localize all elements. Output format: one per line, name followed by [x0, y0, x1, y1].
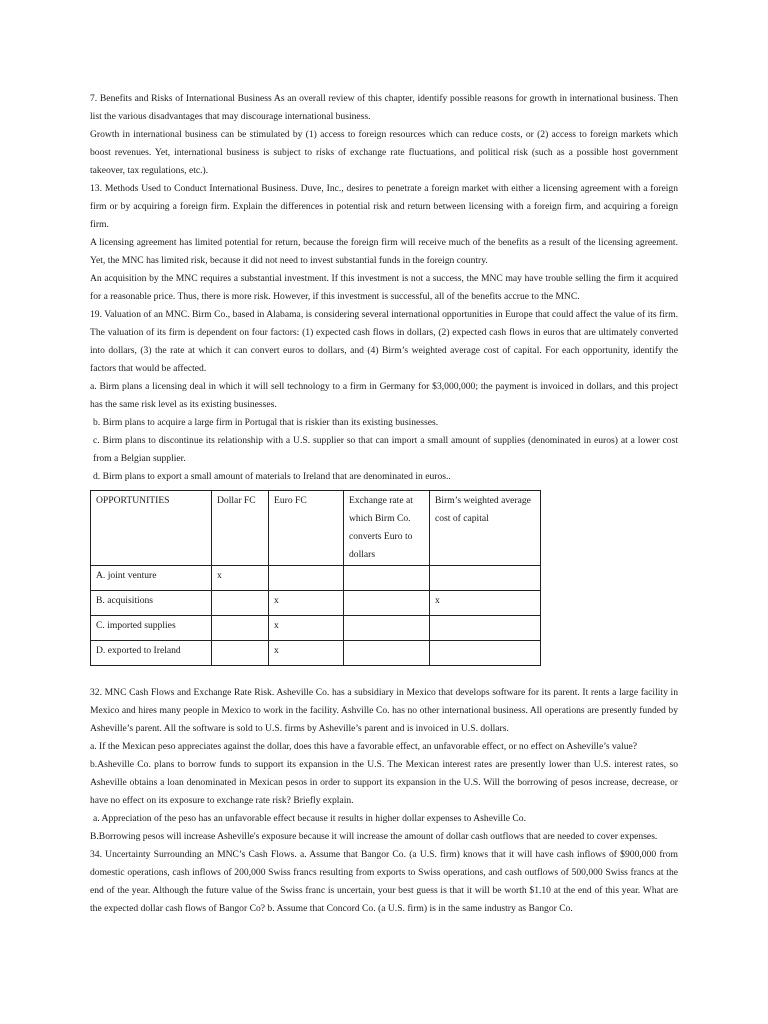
- table-cell: C. imported supplies: [91, 616, 212, 641]
- table-cell: B. acquisitions: [91, 591, 212, 616]
- table-header-row: [91, 491, 541, 566]
- q32-part-b: b.Asheville Co. plans to borrow funds to support its expansion in the U.S. The Mexican interest rates are presently lower than U.S. interest rates, so Asheville obtains a loan denominated in Mexican pesos in order to support its expansion in the U.S. Will the borrowing of pesos increase, decrease, or have no effect on its exposure to exchange rate risk? Briefly explain.: [90, 759, 678, 806]
- q32-answer-b: B.Borrowing pesos will increase Asheville's exposure because it will increase the amount of dollar cash outflows that are needed to cover expenses.: [90, 831, 658, 842]
- table-cell: x: [269, 591, 344, 616]
- col-header-wacc: Birm’s weighted average cost of capital: [430, 491, 541, 566]
- table-cell: x: [269, 616, 344, 641]
- table-cell: [269, 566, 344, 591]
- q32-part-a: a. If the Mexican peso appreciates against the dollar, does this have a favorable effect, an unfavorable effect, or no effect on Asheville’s value?: [90, 741, 638, 752]
- col-header-opportunities: OPPORTUNITIES: [91, 491, 212, 566]
- table-row: [91, 566, 541, 591]
- col-header-exchange-rate: Exchange rate at which Birm Co. converts Euro to dollars: [344, 491, 430, 566]
- q19-part-c: c. Birm plans to discontinue its relationship with a U.S. supplier so that can import a small amount of supplies (denominated in euros) at a lower cost from a Belgian supplier.: [93, 435, 678, 464]
- document-page: [90, 90, 678, 918]
- table-row: [91, 591, 541, 616]
- table-cell: [344, 641, 430, 666]
- table-cell: [344, 616, 430, 641]
- q19-question: 19. Valuation of an MNC. Birm Co., based in Alabama, is considering several international opportunities in Europe that could affect the value of its firm. The valuation of its firm is dependent on four factors: (1) expected cash flows in dollars, (2) expected cash flows in euros that are ultimately converted into dollars, (3) the rate at which it can convert euros to dollars, and (4) Birm’s weighted average cost of capital. For each opportunity, identify the factors that would be affected.: [90, 309, 678, 374]
- table-cell: [344, 591, 430, 616]
- q7-question: 7. Benefits and Risks of International Business As an overall review of this chapter, identify possible reasons for growth in international business. Then list the various disadvantages that may discourage international business.: [90, 93, 678, 122]
- opportunities-table: [90, 490, 541, 666]
- q13-answer-acquisition: An acquisition by the MNC requires a substantial investment. If this investment is not a success, the MNC may have trouble selling the firm it acquired for a reasonable price. Thus, there is more risk. However, if this investment is successful, all of the benefits accrue to the MNC.: [90, 273, 678, 302]
- q13-answer-licensing: A licensing agreement has limited potential for return, because the foreign firm will receive much of the benefits as a result of the licensing agreement. Yet, the MNC has limited risk, because it did not need to invest substantial funds in the foreign country.: [90, 237, 678, 266]
- table-row: [91, 616, 541, 641]
- q19-part-b: b. Birm plans to acquire a large firm in Portugal that is riskier than its existing businesses.: [93, 417, 439, 428]
- table-cell: x: [212, 566, 269, 591]
- q13-question: 13. Methods Used to Conduct International Business. Duve, Inc., desires to penetrate a foreign market with either a licensing agreement with a foreign firm or by acquiring a foreign firm. Explain the differences in potential risk and return between licensing with a foreign firm, and acquiring a foreign firm.: [90, 183, 678, 230]
- col-header-euro-fc: Euro FC: [269, 491, 344, 566]
- table-cell: [212, 641, 269, 666]
- table-cell: x: [269, 641, 344, 666]
- table-cell: [212, 591, 269, 616]
- section-spacer: [90, 672, 678, 684]
- q32-answer-a: a. Appreciation of the peso has an unfavorable effect because it results in higher dollar expenses to Asheville Co.: [93, 813, 527, 824]
- table-row: [91, 641, 541, 666]
- table-cell: x: [430, 591, 541, 616]
- table-cell: [430, 616, 541, 641]
- table-cell: [430, 566, 541, 591]
- table-cell: A. joint venture: [91, 566, 212, 591]
- q19-part-d: d. Birm plans to export a small amount of materials to Ireland that are denominated in euros..: [93, 471, 451, 482]
- q32-question: 32. MNC Cash Flows and Exchange Rate Risk. Asheville Co. has a subsidiary in Mexico that develops software for its parent. It rents a large facility in Mexico and hires many people in Mexico to work in the facility. Ashville Co. has no other international business. All operations are presently funded by Asheville’s parent. All the software is sold to U.S. firms by Asheville’s parent and is invoiced in U.S. dollars.: [90, 687, 678, 734]
- q7-answer: Growth in international business can be stimulated by (1) access to foreign resources which can reduce costs, or (2) access to foreign markets which boost revenues. Yet, international business is subject to risks of exchange rate fluctuations, and political risk (such as a possible host government takeover, tax regulations, etc.).: [90, 129, 678, 176]
- col-header-dollar-fc: Dollar FC: [212, 491, 269, 566]
- table-cell: D. exported to Ireland: [91, 641, 212, 666]
- table-cell: [212, 616, 269, 641]
- table-cell: [430, 641, 541, 666]
- q19-part-a: a. Birm plans a licensing deal in which it will sell technology to a firm in Germany for $3,000,000; the payment is invoiced in dollars, and this project has the same risk level as its existing businesses.: [90, 381, 678, 410]
- q34-question: 34. Uncertainty Surrounding an MNC’s Cash Flows. a. Assume that Bangor Co. (a U.S. firm) knows that it will have cash inflows of $900,000 from domestic operations, cash inflows of 200,000 Swiss francs resulting from exports to Swiss operations, and cash outflows of 500,000 Swiss francs at the end of the year. Although the future value of the Swiss franc is uncertain, your best guess is that it will be worth $1.10 at the end of this year. What are the expected dollar cash flows of Bangor Co? b. Assume that Concord Co. (a U.S. firm) is in the same industry as Bangor Co.: [90, 849, 678, 914]
- table-cell: [344, 566, 430, 591]
